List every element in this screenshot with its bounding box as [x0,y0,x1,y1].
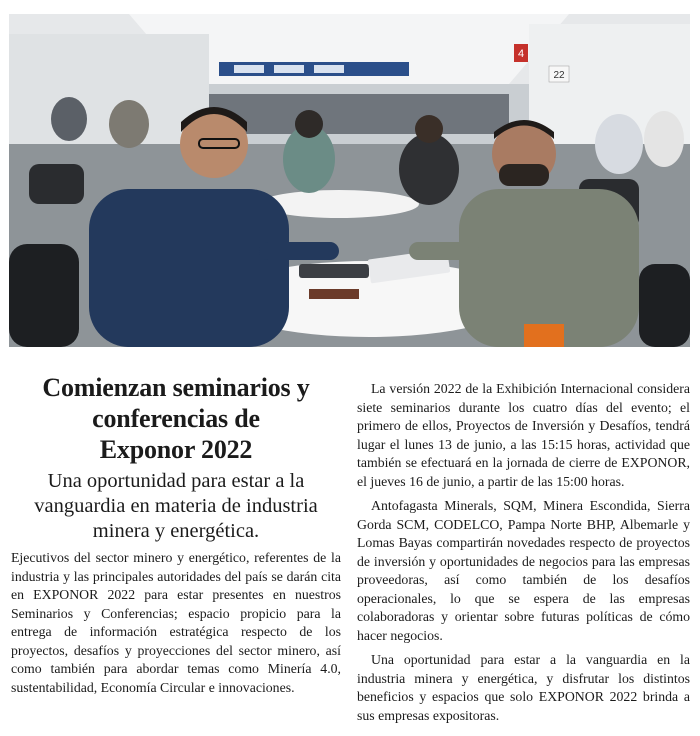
article-paragraph: La versión 2022 de la Exhibición Internacional considera siete seminarios durante los cuatro días del evento; el primero de ellos, Proyectos de Inversión y Desafíos, tendrá lugar el lunes 13 de junio, a las 15:15 horas, actividad que también se efectuará en la jornada de cierre de EXPONOR, el jueves 16 de junio, a partir de las 15:00 horas. [357,381,690,489]
exhibition-meeting-photo [9,14,690,347]
article-photo [9,14,690,347]
article-paragraph: Una oportunidad para estar a la vanguardia en la industria minera y energética, y disfrutar los distintos beneficios y espacios que solo EXPONOR 2022 brinda a sus empresas expositoras. [357,652,690,723]
headline-line: conferencias de [92,404,260,433]
article-right-column [357,380,690,725]
booth-sign-number: 4 [517,48,525,60]
article-subheadline: Una oportunidad para estar a la vanguardia en materia de industria minera y energética. [34,470,318,542]
headline-line: Exponor 2022 [99,435,253,464]
article-paragraph: Ejecutivos del sector minero y energético, referentes de la industria y las principales autoridades del país se darán cita en EXPONOR 2022 para estar presentes en nuestros Seminarios y Conferencias; espacio propicio para la entrega de información estratégica respecto de los proyectos, desafíos y proyecciones del sector minero, así como también para abordar temas como Minería 4.0, sustentabilidad, Economía Circular e innovaciones. [11,550,341,695]
article-headline [11,372,341,465]
booth-number: 22 [553,70,565,81]
headline-line: Comienzan seminarios y [42,373,310,402]
article-paragraph: Antofagasta Minerals, SQM, Minera Escondida, Sierra Gorda SCM, CODELCO, Pampa Norte BHP, Albemarle y Lomas Bayas compartirán novedades respecto de proyectos de inversión y oportunidades de negocios para las empresas proveedoras, así como también de los desafíos operacionales, lo que se espera de las empresas colaboradoras y orientar sobre futuras políticas de cómo hacer negocios. [357,498,690,643]
article-left-column [11,372,341,697]
